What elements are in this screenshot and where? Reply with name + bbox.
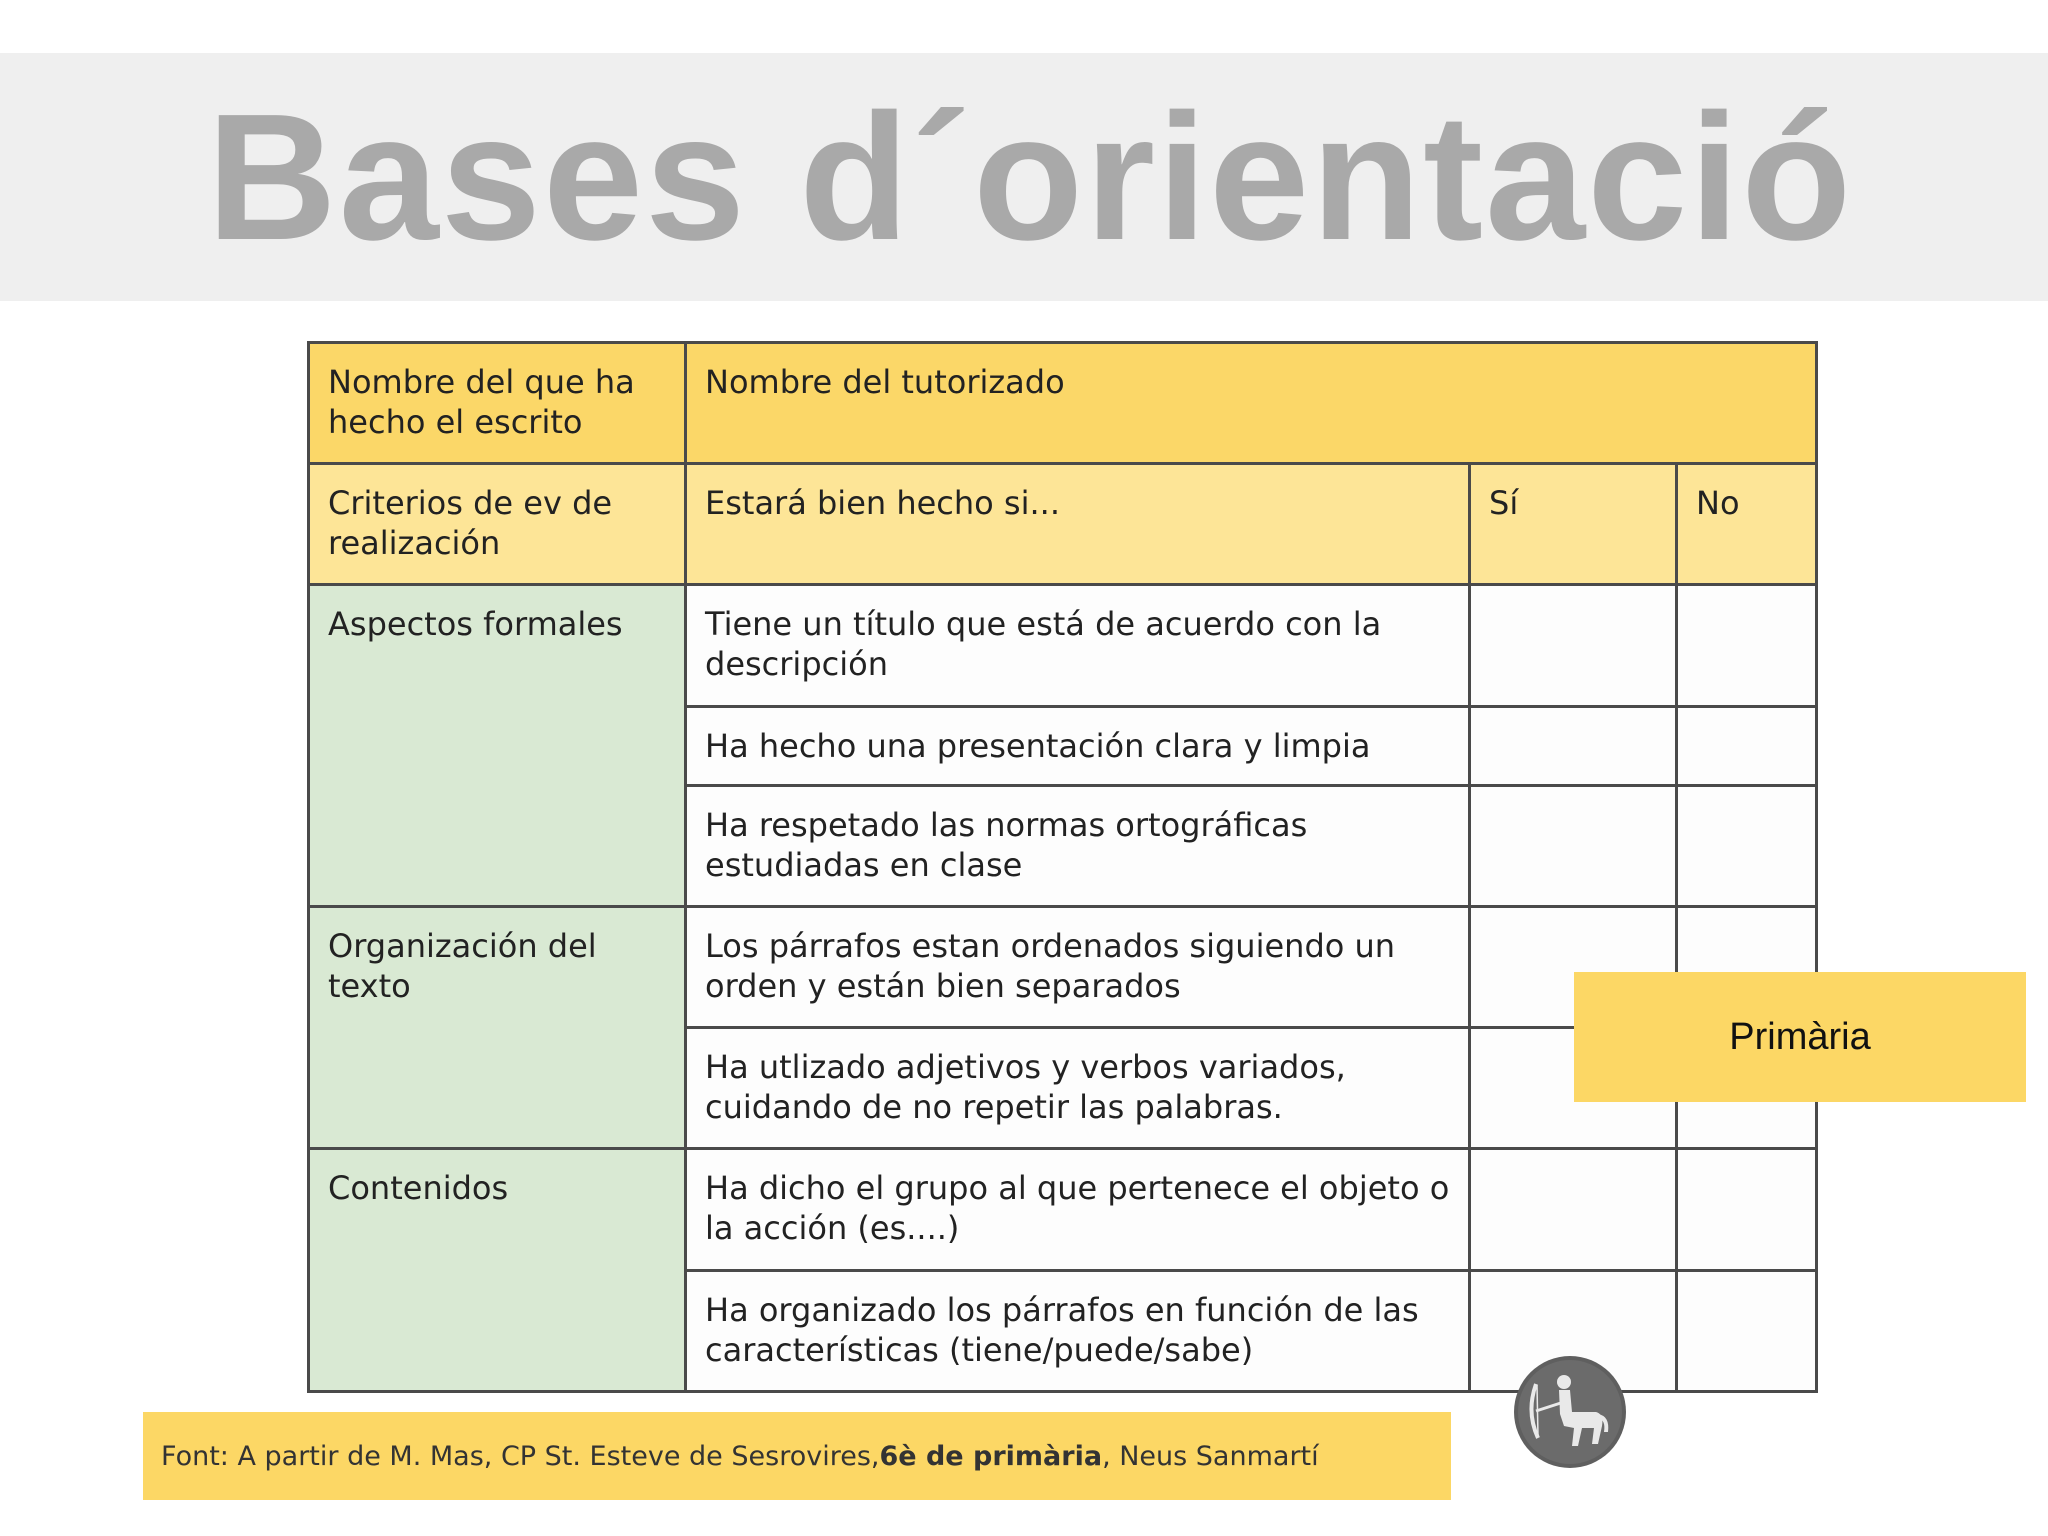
- tutee-name-cell: Nombre del tutorizado: [686, 343, 1817, 464]
- centaur-archer-logo-icon: [1512, 1354, 1628, 1470]
- category-cell: Organización del texto: [309, 907, 686, 1149]
- slide-title: Bases d´orientació: [206, 76, 1854, 278]
- criterion-cell: Ha respetado las normas ortográficas estudiadas en clase: [686, 785, 1470, 906]
- no-checkbox-cell[interactable]: [1677, 1270, 1817, 1391]
- title-band: [0, 53, 2048, 301]
- no-checkbox-cell[interactable]: [1677, 1149, 1817, 1270]
- criterion-cell: Ha organizado los párrafos en función de las características (tiene/puede/sabe): [686, 1270, 1470, 1391]
- table-header-row: [309, 343, 1817, 464]
- criterion-cell: Los párrafos estan ordenados siguiendo un orden y están bien separados: [686, 907, 1470, 1028]
- yes-header-cell: Sí: [1470, 464, 1677, 585]
- no-checkbox-cell[interactable]: [1677, 585, 1817, 706]
- no-checkbox-cell[interactable]: [1677, 785, 1817, 906]
- category-cell: Aspectos formales: [309, 585, 686, 907]
- criterion-cell: Ha hecho una presentación clara y limpia: [686, 706, 1470, 785]
- yes-checkbox-cell[interactable]: [1470, 785, 1677, 906]
- no-header-cell: No: [1677, 464, 1817, 585]
- yes-checkbox-cell[interactable]: [1470, 585, 1677, 706]
- done-if-header-cell: Estará bien hecho si...: [686, 464, 1470, 585]
- no-checkbox-cell[interactable]: [1677, 706, 1817, 785]
- source-prefix: Font: A partir de M. Mas, CP St. Esteve de Sesrovires,: [161, 1440, 880, 1472]
- yes-checkbox-cell[interactable]: [1470, 1149, 1677, 1270]
- criterion-cell: Ha utlizado adjetivos y verbos variados, cuidando de no repetir las palabras.: [686, 1028, 1470, 1149]
- source-bold: 6è de primària: [879, 1440, 1103, 1472]
- table-row: [309, 1149, 1817, 1270]
- table-subheader-row: [309, 464, 1817, 585]
- table-row: [309, 585, 1817, 706]
- criterion-cell: Tiene un título que está de acuerdo con la descripción: [686, 585, 1470, 706]
- evaluation-rubric-table: [307, 341, 1818, 1393]
- category-cell: Contenidos: [309, 1149, 686, 1392]
- level-badge: Primària: [1574, 972, 2026, 1102]
- criterion-cell: Ha dicho el grupo al que pertenece el objeto o la acción (es....): [686, 1149, 1470, 1270]
- criteria-header-cell: Criterios de ev de realización: [309, 464, 686, 585]
- source-suffix: , Neus Sanmartí: [1102, 1440, 1319, 1472]
- yes-checkbox-cell[interactable]: [1470, 706, 1677, 785]
- author-name-cell: Nombre del que ha hecho el escrito: [309, 343, 686, 464]
- source-citation: [143, 1412, 1451, 1500]
